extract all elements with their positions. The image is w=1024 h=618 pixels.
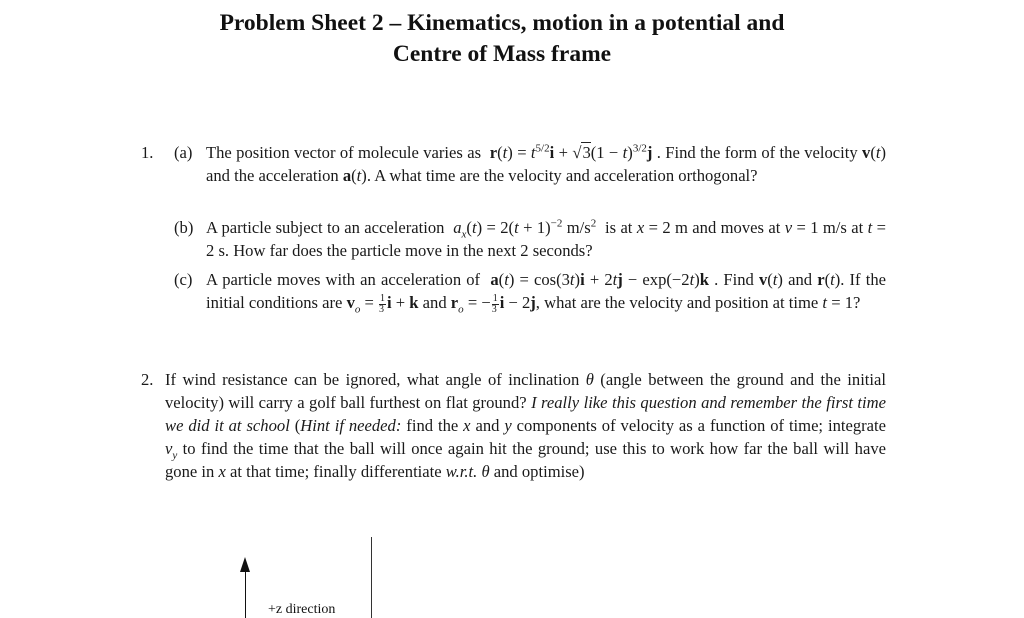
title-line-2: Centre of Mass frame [392, 41, 612, 67]
question-1b [174, 216, 886, 262]
question-2 [141, 368, 886, 483]
arrow-shaft [245, 570, 246, 618]
page-title [0, 8, 1004, 70]
question-1c-text: A particle moves with an acceleration of a(t) = cos(3t)i + 2tj − exp(−2t)k . Find v(t) and r(t). If the initial conditions are $v_o$ = $\frac{1}{3}$ i + k and $r_o$ = − $\frac{1}{3}$ i − 2j, what are the velocity and position at time t = 1? [206, 270, 886, 316]
equation-r: $r(t) = t^{5/2}i + √3(1 - t)^{3/2}j$ [489, 142, 653, 162]
part-label: (b) [174, 218, 194, 237]
question-1a [174, 141, 886, 187]
equation-accel: $a_x(t) = 2(t + 1)^{-2}$ $m/s^2$ [453, 217, 597, 241]
question-1c [174, 268, 886, 315]
question-2-number: 2. [141, 370, 154, 389]
question-2-text: If wind resistance can be ignored, what angle of inclination θ (angle between the ground and the initial velocity) will carry a golf ball furthest on flat ground? I really like this question and remember the first time we did it at school (Hint if needed: find the x and y components of velocity as a function of time; integrate $v_y$ to find the time that the ball will once again hit the ground; use this to work how far the ball will have gone in x at that time; finally differentiate w.r.t. θ and optimise) [165, 370, 887, 481]
title-line-1: Problem Sheet 2 – Kinematics, motion in a potential and [219, 10, 785, 36]
direction-figure [0, 525, 1024, 618]
z-direction-label: +z direction [268, 602, 336, 617]
vertical-line [371, 537, 372, 618]
question-1a-text: The position vector of molecule varies as $r(t) = t^{5/2}i + √3(1 - t)^{3/2}j$ . Find the form of the velocity v(t) and the acceleration a(t). A what time are the velocity and acceleration orthogonal? [206, 142, 886, 185]
part-label: (a) [174, 143, 193, 162]
equation-accel: a(t) = cos(3t)i + 2tj − exp(−2t)k [490, 270, 709, 289]
question-1-number: 1. [141, 143, 154, 162]
part-label: (c) [174, 270, 193, 289]
question-1b-text: A particle subject to an acceleration $a_x(t) = 2(t + 1)^{-2}$ $m/s^2$ is at x = 2 m and moves at v = 1 m/s at t = 2 s. How far does the particle move in the next 2 seconds? [206, 217, 886, 260]
